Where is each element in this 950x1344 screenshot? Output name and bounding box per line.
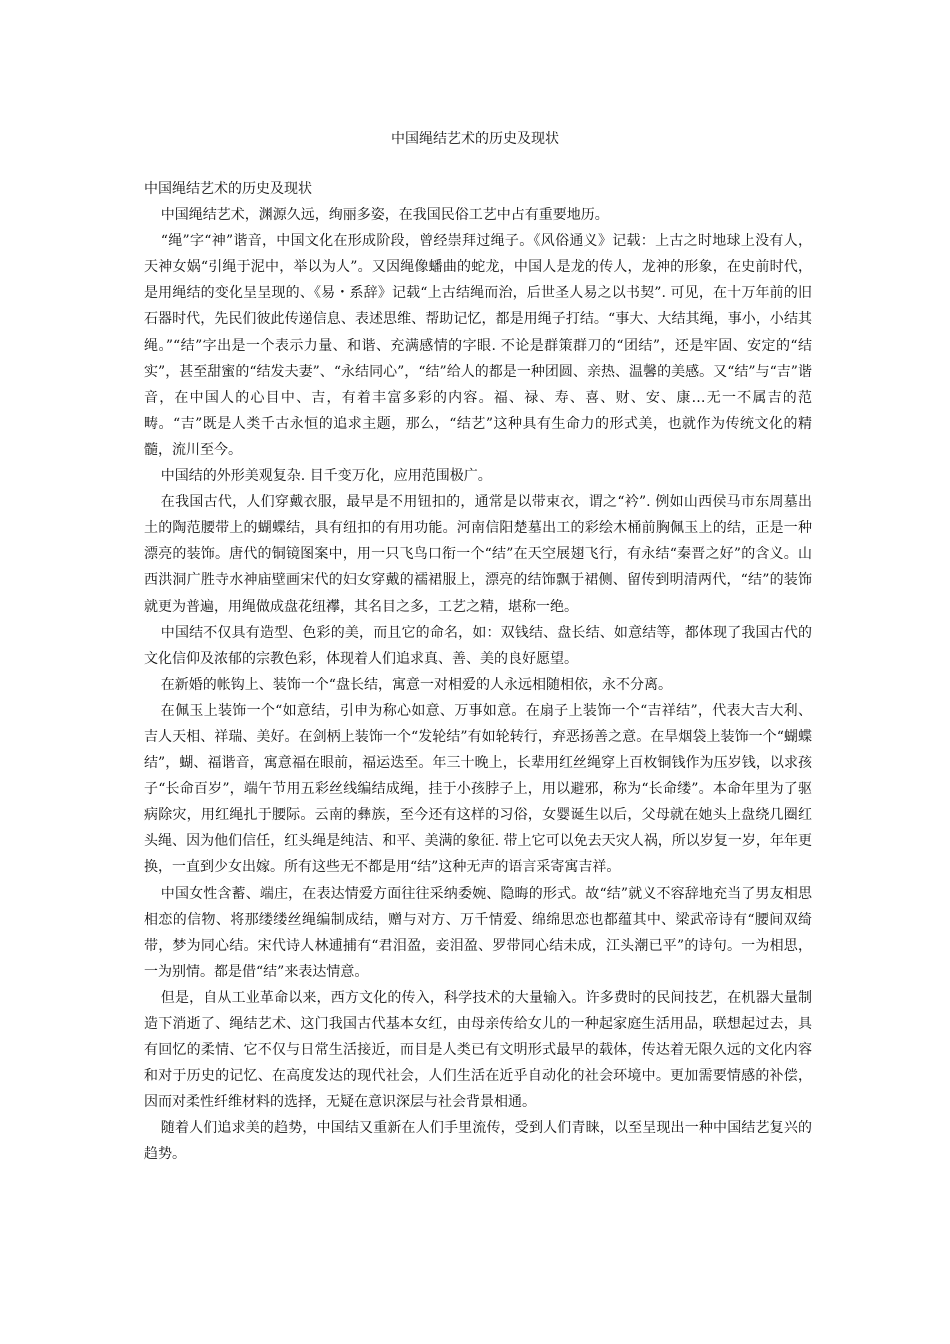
paragraph: “绳”字“神”谐音，中国文化在形成阶段，曾经崇拜过绳子。《风俗通义》记载：上古之时地球上没有人，天神女娲“引绳于泥中，举以为人”。又因绳像蟠曲的蛇龙，中国人是龙的传人，龙神的形象，在史前时代，是用绳结的变化呈呈现的、《易・系辞》记载“上古结绳而治，后世圣人易之以书契”. 可见，在十万年前的旧石器时代，先民们彼此传递信息、表述思维、帮助记忆，都是用绳子打结。“事大、大结其绳，事小，小结其绳。”“结”字出是一个表示力量、和谐、充满感情的字眼. 不论是群策群刀的“团结”，还是牢固、安定的“结实”，甚至甜蜜的“结发夫妻”、“永结同心”，“结”给人的都是一种团圆、亲热、温馨的美感。又“结”与“吉”谐音，在中国人的心目中、吉，有着丰富多彩的内容。福、禄、寿、喜、财、安、康…无一不属吉的范畴。“吉”既是人类千古永恒的追求主题，那么，“结艺”这种具有生命力的形式美，也就作为传统文化的精髓，流川至今。 (144, 233, 812, 458)
paragraph: 在新婚的帐钩上、装饰一个“盘长结，寓意一对相爱的人永远相随相依，永不分离。 (160, 676, 672, 693)
document-body (144, 176, 812, 1168)
document-title: 中国绳结艺术的历史及现状 (391, 131, 559, 147)
paragraph: 中国结不仅具有造型、色彩的美，而且它的命名，如：双钱结、盘长结、如意结等，都体现了我国古代的文化信仰及浓郁的宗教色彩，体现着人们追求真、善、美的良好愿望。 (144, 624, 812, 667)
paragraph: 随着人们追求美的趋势，中国结又重新在人们手里流传，受到人们青睐，以至呈现出一种中国结艺复兴的趋势。 (144, 1120, 812, 1163)
paragraph: 中国结的外形美观复杂. 目千变万化，应用范围极广。 (160, 468, 492, 485)
paragraph: 中国女性含蓄、端庄，在表达情爱方面往往采纳委婉、隐晦的形式。故“结”就义不容辞地充当了男友相思相恋的信物、将那缕缕丝绳编制成结，赠与对方、万千情爱、绵绵思恋也都蕴其中、梁武帝诗有“腰间双绮带，梦为同心结。宋代诗人林逋捕有“君泪盈，妾泪盈、罗带同心结未成，江头潮已平”的诗句。一为相思，一为别情。都是借“结”来表达情意。 (144, 885, 812, 980)
paragraph: 在我国古代，人们穿戴衣服，最早是不用钮扣的，通常是以带束衣，谓之“衿”. 例如山西侯马市东周墓出土的陶范腰带上的蝴蝶结，具有纽扣的有用功能。河南信阳楚墓出工的彩绘木桶前胸佩玉上的结，正是一种漂亮的装饰。唐代的铜镜图案中，用一只飞鸟口衔一个“结”在天空展翅飞行，有永结“秦晋之好”的含义。山西洪洞广胜寺水神庙壁画宋代的妇女穿戴的襦裙服上，漂亮的结饰飘于裙侧、留传到明清两代，“结”的装饰就更为普遍，用绳做成盘花纽襻，其名目之多，工艺之精，堪称一绝。 (144, 494, 812, 615)
paragraph: 在佩玉上装饰一个“如意结，引申为称心如意、万事如意。在扇子上装饰一个“吉祥结”，代表大吉大利、吉人天相、祥瑞、美好。在剑柄上装饰一个“发轮结”有如轮转行，弃恶扬善之意。在旱烟袋上装饰一个“蝴蝶结”，蝴、福谐音，寓意福在眼前，福运迭至。年三十晚上，长辈用红丝绳穿上百枚铜钱作为压岁钱，以求孩子“长命百岁”，端午节用五彩丝线编结成绳，挂于小孩脖子上，用以避邪，称为“长命缕”。本命年里为了驱病除灾，用红绳扎于腰际。云南的彝族，至今还有这样的习俗，女婴诞生以后，父母就在她头上盘绕几圈红头绳、因为他们信任，红头绳是纯洁、和平、美满的象征. 带上它可以免去天灾人祸，所以岁复一岁，年年更换，一直到少女出嫁。所有这些无不都是用“结”这种无声的语言采寄寓吉祥。 (144, 702, 812, 876)
paragraph: 但是，自从工业革命以来，西方文化的传入，科学技术的大量输入。许多费时的民间技艺，在机器大量制造下消逝了、绳结艺术、这门我国古代基本女红，由母亲传给女儿的一种起家庭生活用品，联想起过去，具有回忆的柔情、它不仅与日常生活接近，而目是人类已有文明形式最早的载体，传达着无限久远的文化内容和对于历史的记忆、在高度发达的现代社会，人们生活在近乎自动化的社会环境中。更加需要情感的补偿，因而对柔性纤维材料的选择，无疑在意识深层与社会背景相通。 (144, 989, 812, 1111)
paragraph: 中国绳结艺术，渊源久远，绚丽多姿，在我国民俗工艺中占有重要地历。 (160, 207, 609, 224)
document-subtitle: 中国绳结艺术的历史及现状 (144, 181, 312, 197)
